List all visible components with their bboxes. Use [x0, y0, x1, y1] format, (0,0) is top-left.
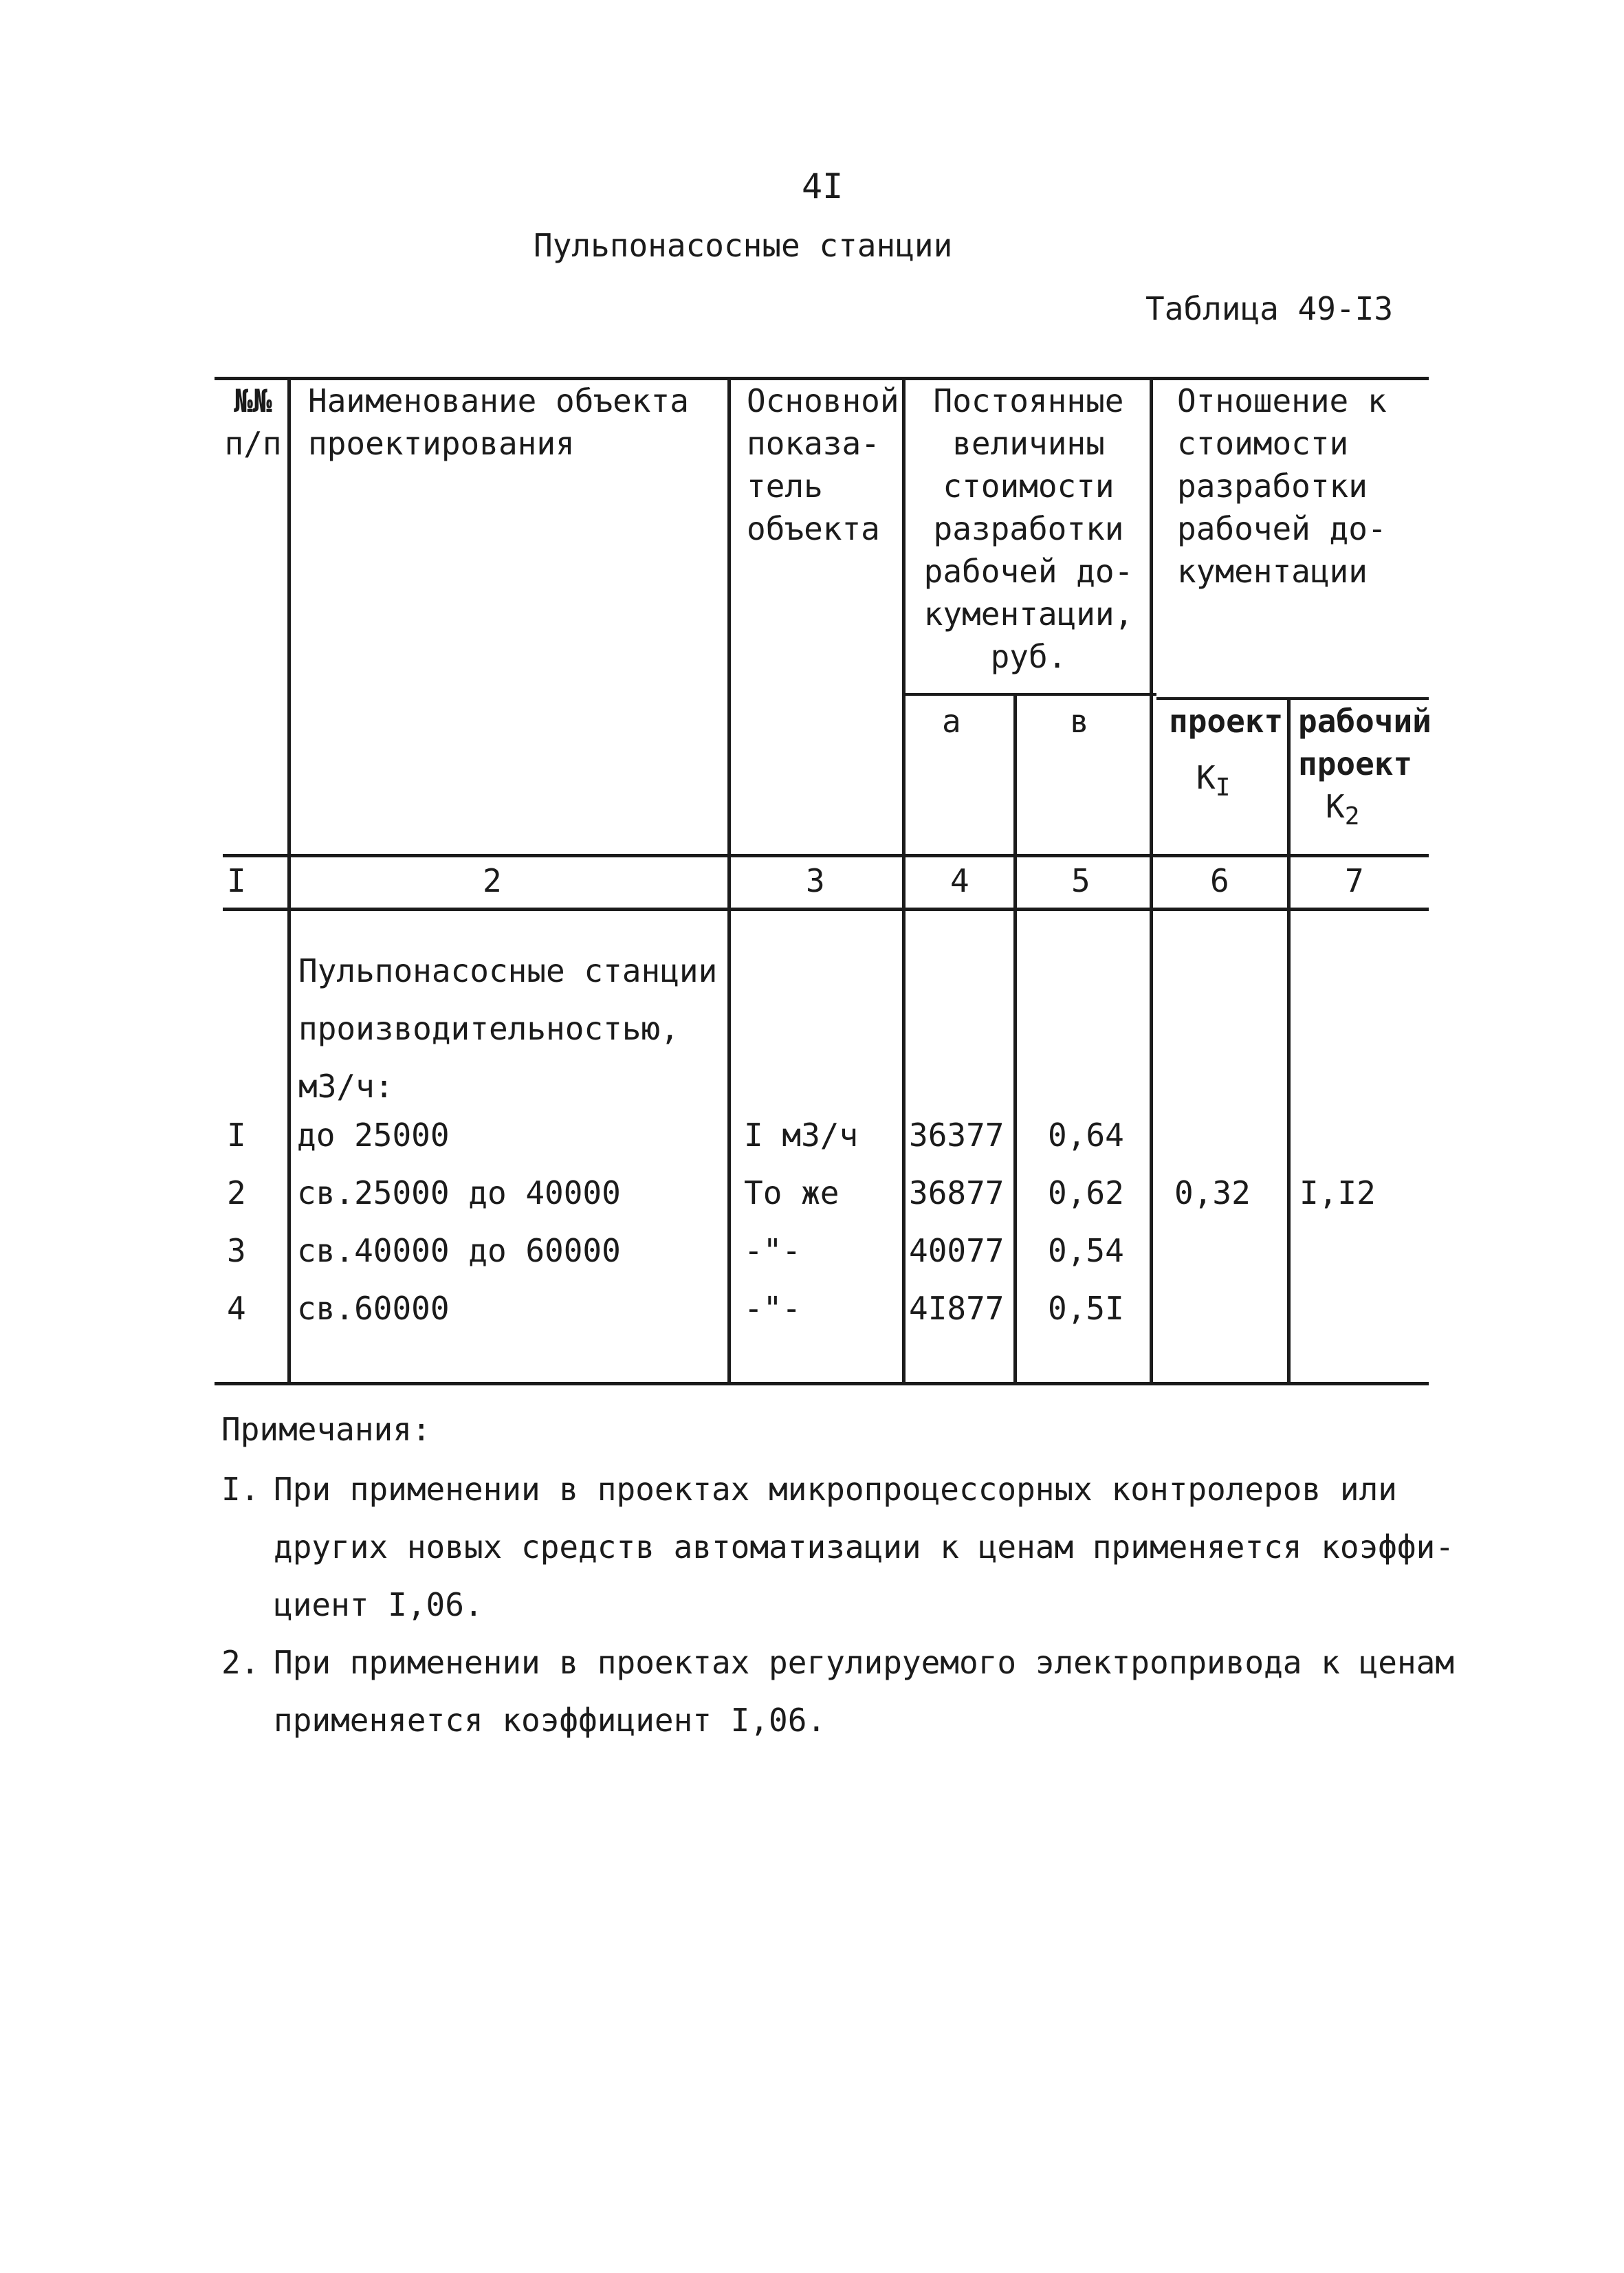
header-indicator-line: тель: [747, 468, 823, 505]
vline-col1: [287, 377, 291, 1385]
note-number: 2.: [221, 1644, 260, 1681]
header-ratio-line: разработки: [1177, 468, 1368, 505]
header-constants-line: Постоянные: [933, 382, 1124, 419]
column-number: 5: [1071, 862, 1090, 899]
row-indicator: -"-: [744, 1232, 802, 1269]
header-object-name-line: проектирования: [308, 425, 575, 462]
column-number: 2: [483, 862, 502, 899]
row-number: 4: [227, 1290, 246, 1327]
subheader-k2-symbol: [1298, 785, 1429, 838]
row-number: I: [227, 1117, 246, 1154]
subheader-k2-label: рабочий: [1298, 703, 1431, 740]
row-value-a: 36377: [909, 1117, 1005, 1154]
row-indicator: То же: [744, 1174, 840, 1211]
column-number: 3: [806, 862, 825, 899]
k1-letter: K: [1196, 759, 1216, 796]
group-title: [298, 942, 717, 1115]
row-value-b: 0,54: [1048, 1232, 1124, 1269]
group-title-line: производительностью,: [298, 1010, 679, 1047]
notes-title: Примечания:: [221, 1411, 431, 1448]
note-number: I.: [221, 1471, 260, 1508]
header-constants-line: кументации,: [923, 595, 1134, 633]
coefficient-k2-value: I,I2: [1299, 1174, 1376, 1211]
subheader-k1-label: проект: [1169, 703, 1284, 740]
row-name: до 25000: [297, 1117, 450, 1154]
note-item: [221, 1460, 1454, 1634]
row-name: св.60000: [297, 1290, 450, 1327]
header-constants-line: разработки: [933, 510, 1124, 547]
row-indicator: -"-: [744, 1290, 802, 1327]
row-value-b: 0,5I: [1048, 1290, 1124, 1327]
vline-col3: [902, 377, 906, 1385]
coefficient-k1-value: 0,32: [1174, 1174, 1251, 1211]
row-value-a: 36877: [909, 1174, 1005, 1211]
header-main-indicator: [747, 380, 899, 550]
row-value-a: 40077: [909, 1232, 1005, 1269]
header-ratio-line: стоимости: [1177, 425, 1349, 462]
note-text: [274, 1460, 1454, 1634]
subheader-a: а: [942, 703, 961, 740]
header-cost-ratio: [1177, 380, 1387, 593]
column-number: 7: [1345, 862, 1364, 899]
column-number: 4: [950, 862, 969, 899]
header-constants-line: рабочей до-: [923, 553, 1134, 590]
note-line: циент I,06.: [274, 1586, 483, 1623]
note-line: При применении в проектах микропроцессорных контролеров или: [274, 1471, 1397, 1508]
row-indicator: I м3/ч: [744, 1117, 859, 1154]
header-constants-line: руб.: [990, 638, 1067, 675]
subheader-k2-label2: проект: [1298, 745, 1413, 782]
vline-col2: [727, 377, 731, 1385]
column-number: 6: [1210, 862, 1229, 899]
subheader-k1-symbol: [1169, 756, 1290, 809]
header-number: [220, 380, 286, 465]
header-constants-line: величины: [952, 425, 1105, 462]
page-title: Пульпонасосные станции: [534, 227, 953, 264]
subheader-b: в: [1070, 703, 1089, 740]
subheader-k1: [1169, 700, 1290, 809]
header-indicator-line: показа-: [747, 425, 880, 462]
row-value-a: 4I877: [909, 1290, 1005, 1327]
vline-col5: [1150, 377, 1153, 1385]
vline-col4: [1013, 693, 1017, 1385]
note-line: применяется коэффициент I,06.: [274, 1702, 826, 1739]
header-constant-values: [909, 380, 1148, 678]
header-object-name-line: Наименование объекта: [308, 382, 689, 419]
group-title-line: м3/ч:: [298, 1068, 394, 1105]
note-line: других новых средств автоматизации к ценам применяется коэффи-: [274, 1528, 1455, 1566]
row-name: св.25000 до 40000: [297, 1174, 621, 1211]
note-item: [221, 1634, 1454, 1749]
header-indicator-line: Основной: [747, 382, 899, 419]
header-ratio-line: кументации: [1177, 553, 1368, 590]
note-line: При применении в проектах регулируемого электропривода к ценам: [274, 1644, 1455, 1681]
table-bottom-rule: [215, 1382, 1429, 1385]
row-number: 2: [227, 1174, 246, 1211]
header-number-line: п/п: [224, 425, 282, 462]
header-ratio-line: рабочей до-: [1177, 510, 1387, 547]
header-constants-line: стоимости: [943, 468, 1115, 505]
k2-letter: K: [1326, 788, 1345, 825]
header-number-line: №№: [234, 382, 272, 419]
page-number: 4I: [802, 166, 844, 206]
table-label: Таблица 49-I3: [1145, 290, 1394, 327]
header-ratio-line: Отношение к: [1177, 382, 1387, 419]
row-number: 3: [227, 1232, 246, 1269]
header-indicator-line: объекта: [747, 510, 880, 547]
column-number: I: [227, 862, 246, 899]
note-text: [274, 1634, 1454, 1749]
row-value-b: 0,62: [1048, 1174, 1124, 1211]
k1-index: I: [1215, 773, 1231, 802]
subheader-rule-a-b: [905, 693, 1156, 696]
header-bottom-rule: [223, 854, 1429, 857]
row-name: св.40000 до 60000: [297, 1232, 621, 1269]
group-title-line: Пульпонасосные станции: [298, 952, 718, 989]
subheader-k2: [1298, 700, 1429, 838]
k2-index: 2: [1344, 802, 1360, 831]
row-value-b: 0,64: [1048, 1117, 1124, 1154]
colnum-bottom-rule: [223, 908, 1429, 911]
header-object-name: [308, 380, 689, 465]
